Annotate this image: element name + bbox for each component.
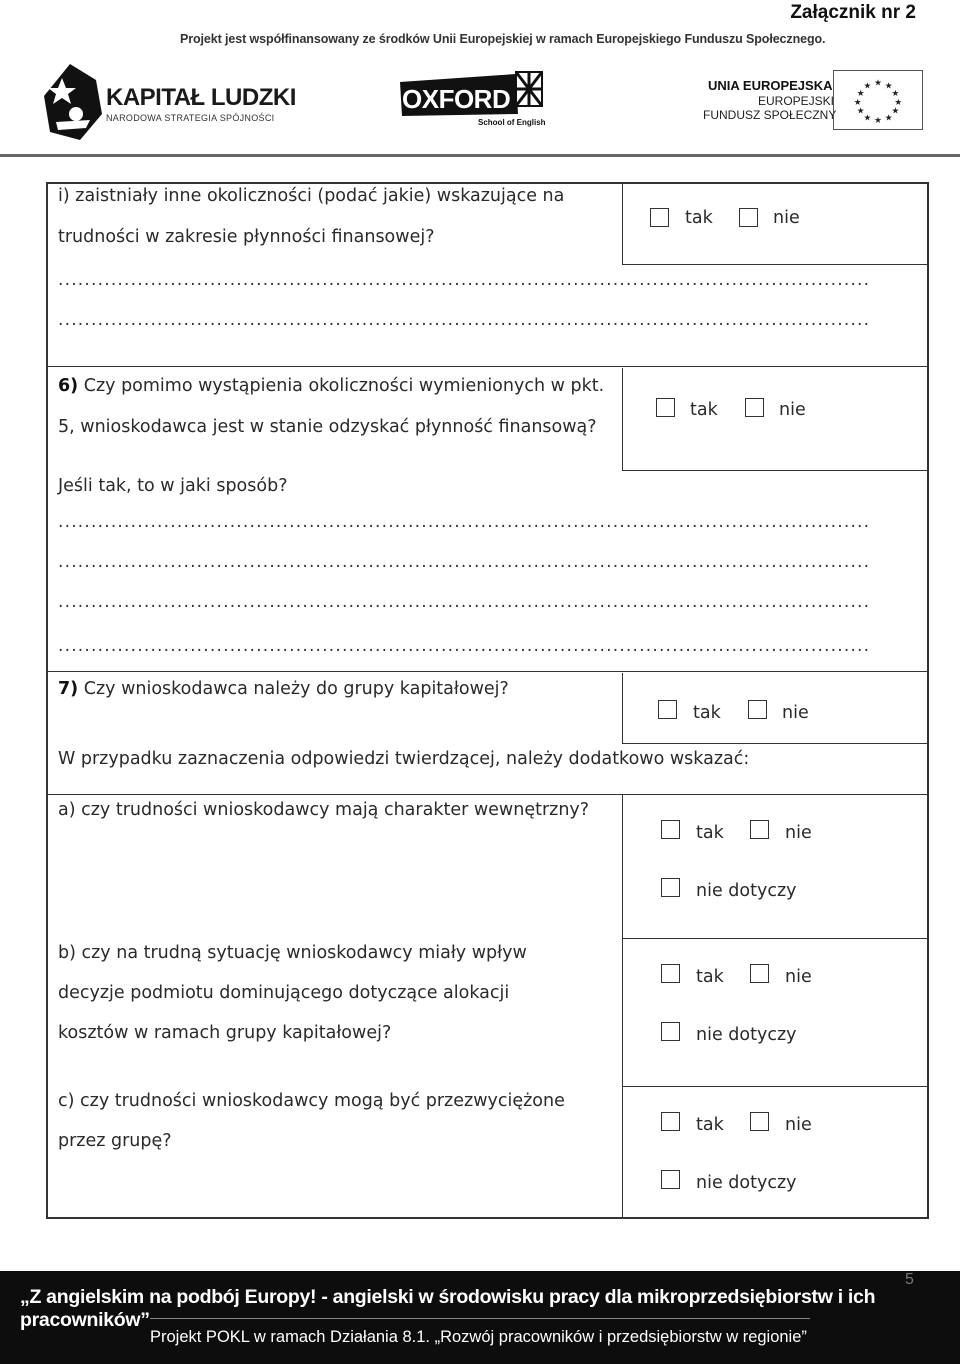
questionnaire-table — [46, 182, 929, 1219]
svg-text:★: ★ — [891, 89, 900, 100]
table-divider — [622, 794, 623, 1218]
eu-line-1: UNIA EUROPEJSKA — [708, 78, 833, 93]
question-b-line-1: b) czy na trudną sytuację wnioskodawcy miały wpływ — [58, 943, 527, 963]
oxford-subtitle: School of English — [478, 118, 546, 127]
option-yes-label: tak — [696, 967, 724, 987]
svg-text:★: ★ — [863, 113, 872, 124]
table-divider — [48, 671, 927, 672]
option-na-label: nie dotyczy — [696, 881, 797, 901]
question-c-line-2: przez grupę? — [58, 1131, 172, 1151]
option-yes-label: tak — [693, 703, 721, 723]
question-6-text: Czy pomimo wystąpienia okoliczności wymienionych w pkt. — [78, 376, 605, 396]
table-divider — [622, 184, 623, 264]
svg-text:★: ★ — [894, 97, 903, 108]
question-i-yes-checkbox[interactable] — [650, 208, 669, 227]
svg-text:★: ★ — [853, 97, 862, 108]
question-b-na-checkbox[interactable] — [661, 1022, 680, 1041]
svg-text:★: ★ — [863, 81, 872, 92]
svg-text:★: ★ — [884, 81, 893, 92]
table-divider — [622, 743, 927, 744]
question-b-no-checkbox[interactable] — [750, 964, 769, 983]
table-divider — [48, 794, 927, 795]
option-no-label: nie — [785, 823, 812, 843]
svg-text:★: ★ — [874, 116, 882, 127]
question-7-yes-checkbox[interactable] — [658, 700, 677, 719]
question-a-no-checkbox[interactable] — [750, 820, 769, 839]
svg-text:★: ★ — [856, 106, 865, 117]
option-no-label: nie — [773, 208, 800, 228]
question-b-yes-checkbox[interactable] — [661, 964, 680, 983]
question-6-no-checkbox[interactable] — [745, 398, 764, 417]
option-no-label: nie — [779, 400, 806, 420]
eu-flag-icon — [833, 70, 923, 130]
question-b-line-2: decyzje podmiotu dominującego dotyczące alokacji — [58, 983, 510, 1003]
svg-text:★: ★ — [884, 113, 893, 124]
question-7-text: Czy wnioskodawca należy do grupy kapitałowej? — [78, 679, 509, 699]
question-6-number: 6) — [58, 376, 79, 396]
question-i-line-1: i) zaistniały inne okoliczności (podać jakie) wskazujące na — [58, 186, 565, 206]
table-divider — [622, 938, 927, 939]
option-no-label: nie — [785, 967, 812, 987]
eu-line-3: FUNDUSZ SPOŁECZNY — [703, 108, 837, 122]
question-i-line-2: trudności w zakresie płynności finansowej? — [58, 227, 435, 247]
footer-divider — [150, 1318, 810, 1319]
question-a-yes-checkbox[interactable] — [661, 820, 680, 839]
svg-text:★: ★ — [856, 89, 865, 100]
page-number: 5 — [905, 1271, 914, 1288]
question-6-line-2: 5, wnioskodawca jest w stanie odzyskać płynność finansową? — [58, 417, 597, 437]
cofinancing-note: Projekt jest współfinansowany ze środków Unii Europejskiej w ramach Europejskiego Funduszu Społecznego. — [180, 32, 826, 46]
answer-line[interactable]: ........................................................................................................................... — [58, 310, 871, 330]
question-7-note: W przypadku zaznaczenia odpowiedzi twierdzącej, należy dodatkowo wskazać: — [58, 749, 750, 769]
question-c-yes-checkbox[interactable] — [661, 1112, 680, 1131]
header-divider — [0, 154, 960, 157]
question-i-no-checkbox[interactable] — [739, 208, 758, 227]
question-6-followup: Jeśli tak, to w jaki sposób? — [58, 476, 288, 496]
answer-line[interactable]: ........................................................................................................................... — [58, 270, 871, 290]
answer-line[interactable]: ........................................................................................................................... — [58, 512, 871, 532]
question-a: a) czy trudności wnioskodawcy mają charakter wewnętrzny? — [58, 800, 590, 820]
question-c-no-checkbox[interactable] — [750, 1112, 769, 1131]
option-yes-label: tak — [690, 400, 718, 420]
question-c-na-checkbox[interactable] — [661, 1170, 680, 1189]
option-na-label: nie dotyczy — [696, 1025, 797, 1045]
answer-line[interactable]: ........................................................................................................................... — [58, 552, 871, 572]
footer-slogan: „Z angielskim na podbój Europy! - angielski w środowisku pracy dla mikroprzedsiębiorstw i ich pracowników” — [20, 1286, 876, 1331]
table-divider — [622, 264, 927, 265]
footer-project: Projekt POKL w ramach Działania 8.1. „Rozwój pracowników i przedsiębiorstw w regionie” — [150, 1328, 807, 1346]
option-no-label: nie — [782, 703, 809, 723]
option-yes-label: tak — [685, 208, 713, 228]
question-6-line-1 — [58, 376, 604, 396]
question-a-na-checkbox[interactable] — [661, 878, 680, 897]
kapital-ludzki-title: KAPITAŁ LUDZKI — [106, 84, 296, 111]
svg-text:★: ★ — [891, 106, 900, 117]
table-divider — [48, 366, 927, 367]
answer-line[interactable]: ........................................................................................................................... — [58, 636, 871, 656]
table-divider — [622, 368, 623, 470]
table-divider — [622, 673, 623, 743]
oxford-name: OXFORD — [402, 84, 511, 114]
table-divider — [622, 470, 927, 471]
question-7 — [58, 679, 509, 699]
svg-text:★: ★ — [874, 78, 882, 89]
question-c-line-1: c) czy trudności wnioskodawcy mogą być przezwyciężone — [58, 1091, 565, 1111]
option-yes-label: tak — [696, 1115, 724, 1135]
eu-line-2: EUROPEJSKI — [758, 94, 835, 108]
answer-line[interactable]: ........................................................................................................................... — [58, 592, 871, 612]
annex-label: Załącznik nr 2 — [790, 2, 916, 23]
question-b-line-3: kosztów w ramach grupy kapitałowej? — [58, 1023, 392, 1043]
option-no-label: nie — [785, 1115, 812, 1135]
question-6-yes-checkbox[interactable] — [656, 398, 675, 417]
kapital-ludzki-subtitle: NARODOWA STRATEGIA SPÓJNOŚCI — [106, 113, 275, 123]
option-yes-label: tak — [696, 823, 724, 843]
question-7-number: 7) — [58, 679, 79, 699]
question-7-no-checkbox[interactable] — [748, 700, 767, 719]
table-divider — [622, 1086, 927, 1087]
option-na-label: nie dotyczy — [696, 1173, 797, 1193]
